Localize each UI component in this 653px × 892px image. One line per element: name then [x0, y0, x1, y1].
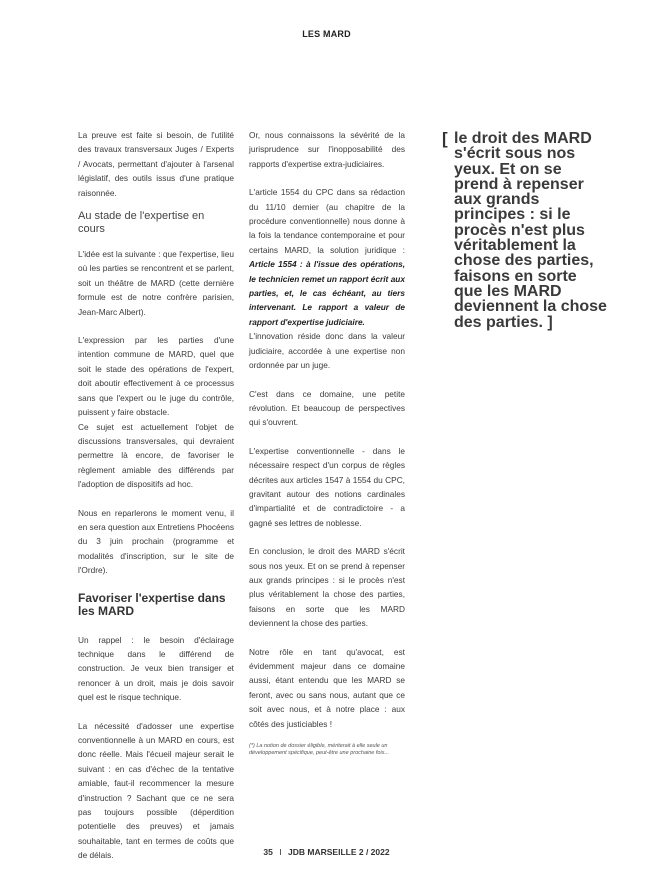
paragraph [249, 185, 405, 329]
pull-quote [442, 131, 607, 330]
paragraph: Un rappel : le besoin d'éclairage technique dans le différend de construction. Je veux bien transiger et renoncer à un droit, mais je dois savoir quel est le risque technique. [78, 634, 234, 703]
paragraph: La preuve est faite si besoin, de l'utilité des travaux transversaux Juges / Experts / Avocats, permettant d'ajouter à l'arsenal législatif, des outils issus d'une pratique raisonnée. [78, 130, 234, 198]
article-citation: Article 1554 : à l'issue des opérations, le technicien remet un rapport écrit aux parties, et, le cas échéant, au tiers intervenant. Le rapport a valeur de rapport d'expertise judiciaire. [249, 259, 405, 327]
page-header: LES MARD [302, 29, 351, 39]
paragraph: L'idée est la suivante : que l'expertise, lieu où les parties se rencontrent et se parlent, soit un théâtre de MARD (cette dernière formule est de notre confrère parisien, Jean-Marc Albert). [78, 249, 234, 317]
quote-bracket: [ [442, 129, 448, 148]
page-number: 35 [263, 847, 273, 857]
paragraph: Or, nous connaissons la sévérité de la jurisprudence sur l'inopposabilité des rapports d'expertise extra-judiciaires. [249, 130, 405, 169]
article-column-left [78, 128, 234, 877]
page-footer [0, 847, 653, 857]
footnote: (*) La notion de dossier éligible, mériterait à elle seule un développement spécifique, peut-être une prochaine fois... [249, 743, 390, 756]
paragraph: En conclusion, le droit des MARD s'écrit sous nos yeux. Et on se prend à repenser aux grands principes : si le procès n'est plus véritablement la chose des parties, faisons en sorte que les MARD deviennent la chose des parties. [249, 546, 405, 629]
pull-quote-text: le droit des MARD s'écrit sous nos yeux. Et on se prend à repenser aux grands principes : si le procès n'est plus véritablement la chose des parties, faisons en sorte que les MARD deviennent la chose des parties. ] [454, 130, 607, 331]
paragraph: La nécessité d'adosser une expertise conventionnelle à un MARD en cours, est donc réelle. Mais l'écueil majeur serait le suivant : en cas d'échec de la tentative amiable, faut-il recommencer la mesure d'instruction ? Sachant que ce ne sera pas toujours possible (déperdition potentielle des preuves) et jamais souhaitable, tant en termes de coûts que de délais. [78, 720, 234, 861]
paragraph: C'est dans ce domaine, une petite révolution. Et beaucoup de perspectives qui s'ouvrent. [249, 388, 405, 428]
section-heading: Au stade de l'expertise en cours [78, 210, 205, 235]
paragraph: Notre rôle en tant qu'avocat, est évidemment majeur dans ce domaine aussi, étant entendu que les MARD se feront, avec ou sans nous, autant que ce soit avec nous, et à notre place : aux côtés des justiciables ! [249, 646, 405, 729]
footer-separator: I [279, 847, 282, 857]
paragraph: L'expression par les parties d'une intention commune de MARD, quel que soit le stade des opérations de l'expert, doit aboutir effectivement à ce processus sans que l'expert ou le juge du contrôle, puissent y faire obstacle. [78, 335, 234, 418]
section-heading: Favoriser l'expertise dans les MARD [78, 590, 226, 619]
paragraph: L'innovation réside donc dans la valeur judiciaire, accordée à une expertise non ordonnée par un juge. [249, 331, 405, 371]
paragraph: Nous en reparlerons le moment venu, il en sera question aux Entretiens Phocéens du 3 juin prochain (programme et modalités d'inscription, sur le site de l'Ordre). [78, 507, 234, 576]
publication-title: JDB MARSEILLE 2 / 2022 [288, 847, 390, 857]
paragraph-text: L'article 1554 du CPC dans sa rédaction du 11/10 dernier (au chapitre de la procédure conventionnelle) nous donne à la fois la tendance contemporaine et pour certains MARD, la solution juridique : [249, 187, 405, 255]
article-column-middle [249, 128, 405, 756]
paragraph: Ce sujet est actuellement l'objet de discussions transversales, qui devraient permettre là encore, de favoriser le règlement amiable des différends par l'adoption de dispositifs ad hoc. [78, 421, 234, 490]
paragraph: L'expertise conventionnelle - dans le nécessaire respect d'un corpus de règles décrites aux articles 1547 à 1554 du CPC, gravitant autour des notions cardinales d'impartialité et de contradictoire - a gagné ses lettres de noblesse. [249, 445, 405, 528]
